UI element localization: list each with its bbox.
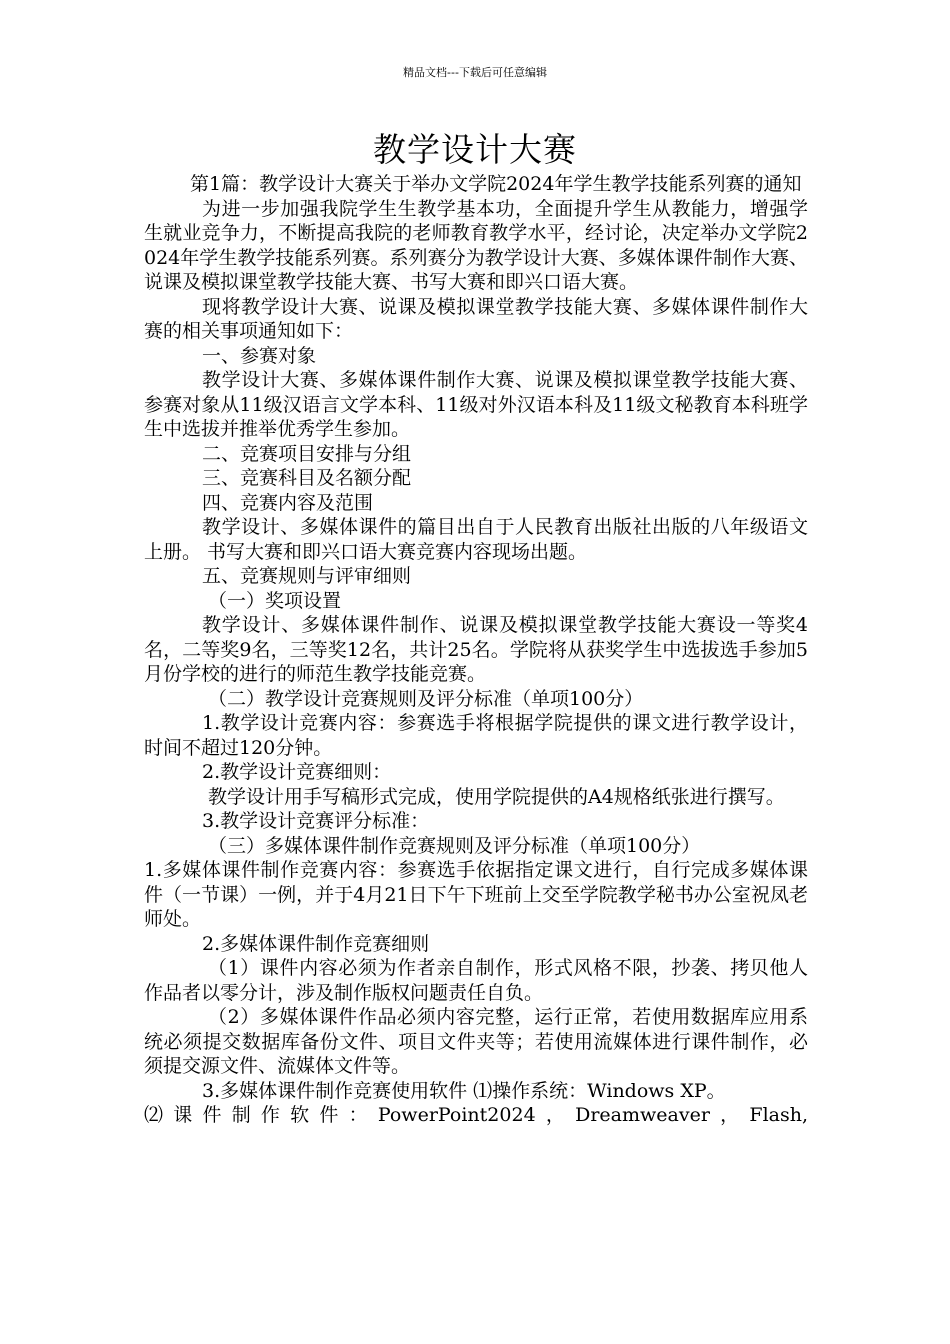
- section-heading: 一、参赛对象: [202, 344, 317, 367]
- subsection-heading: （三）多媒体课件制作竞赛规则及评分标准（单项100分）: [208, 834, 701, 857]
- section-heading: 四、竞赛内容及范围: [202, 491, 374, 514]
- paragraph: 1.教学设计竞赛内容：参赛选手将根据学院提供的课文进行教学设计，时间不超过120分钟。: [144, 712, 808, 759]
- document-title: 教学设计大赛: [373, 130, 577, 169]
- paragraph: 教学设计、多媒体课件的篇目出自于人民教育出版社出版的八年级语文上册。 书写大赛和即兴口语大赛竞赛内容现场出题。: [144, 516, 808, 563]
- paragraph: （1）课件内容必须为作者亲自制作，形式风格不限，抄袭、拷贝他人作品者以零分计，涉及制作版权问题责任自负。: [144, 957, 808, 1004]
- paragraph: 教学设计大赛、多媒体课件制作大赛、说课及模拟课堂教学技能大赛、参赛对象从11级汉语言文学本科、11级对外汉语本科及11级文秘教育本科班学生中选拔并推举优秀学生参加。: [144, 369, 808, 440]
- document-body: [144, 172, 808, 1128]
- paragraph: 2.教学设计竞赛细则：: [202, 761, 392, 783]
- paragraph: （2）多媒体课件作品必须内容完整，运行正常，若使用数据库应用系统必须提交数据库备份文件、项目文件夹等；若使用流媒体进行课件制作，必须提交源文件、流媒体文件等。: [144, 1006, 808, 1077]
- page-header: 精品文档---下载后可任意编辑: [403, 66, 547, 79]
- section-heading: 二、竞赛项目安排与分组: [202, 442, 412, 465]
- paragraph: 现将教学设计大赛、说课及模拟课堂教学技能大赛、多媒体课件制作大赛的相关事项通知如下：: [144, 295, 808, 342]
- paragraph: 3.教学设计竞赛评分标准：: [202, 810, 430, 832]
- paragraph: 教学设计、多媒体课件制作、说课及模拟课堂教学技能大赛设一等奖4名，二等奖9名，三等奖12名，共计25名。学院将从获奖学生中选拔选手参加5月份学校的进行的师范生教学技能竞赛。: [144, 614, 808, 685]
- paragraph: ⑵课件制作软件：PowerPoint2024，Dreamweaver，Flash,: [144, 1104, 808, 1126]
- paragraph: 第1篇：教学设计大赛关于举办文学院2024年学生教学技能系列赛的通知: [190, 173, 802, 195]
- paragraph: 2.多媒体课件制作竞赛细则: [202, 932, 430, 955]
- paragraph: 1.多媒体课件制作竞赛内容：参赛选手依据指定课文进行，自行完成多媒体课件（一节课）一例，并于4月21日下午下班前上交至学院教学秘书办公室祝凤老师处。: [144, 859, 808, 930]
- paragraph: 教学设计用手写稿形式完成，使用学院提供的A4规格纸张进行撰写。: [208, 785, 785, 808]
- section-heading: 三、竞赛科目及名额分配: [202, 467, 412, 489]
- subsection-heading: （一）奖项设置: [208, 589, 342, 612]
- subsection-heading: （二）教学设计竞赛规则及评分标准（单项100分）: [208, 687, 644, 710]
- paragraph: 为进一步加强我院学生生教学基本功，全面提升学生从教能力，增强学生就业竞争力，不断提高我院的老师教育教学水平，经讨论，决定举办文学院2024年学生教学技能系列赛。系列赛分为教学设计大赛、多媒体课件制作大赛、说课及模拟课堂教学技能大赛、书写大赛和即兴口语大赛。: [144, 197, 808, 293]
- paragraph: 3.多媒体课件制作竞赛使用软件 ⑴操作系统：Windows XP。: [202, 1079, 726, 1102]
- section-heading: 五、竞赛规则与评审细则: [202, 565, 412, 587]
